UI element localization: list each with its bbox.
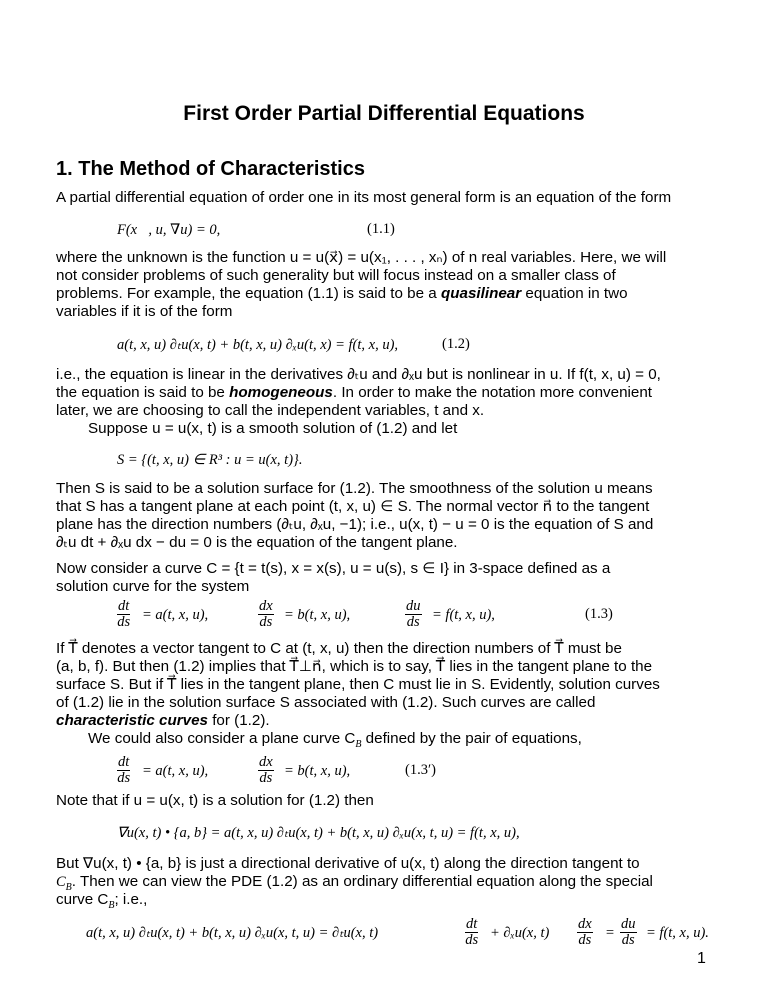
equation-term: = a(t, x, u),: [142, 763, 209, 779]
paragraph-line: ∂ₜu dt + ∂ₓu dx − du = 0 is the equation of the tangent plane.: [56, 534, 458, 551]
equation-term: = a(t, x, u),: [142, 607, 209, 623]
equation-gradient: ∇u(x, t) • {a, b} = a(t, x, u) ∂ₜu(x, t) + b(t, x, u) ∂ₓu(x, t, u) = f(t, x, u),: [117, 825, 520, 841]
fraction-dx-ds: $\frac{dx}{ds}$: [259, 754, 273, 786]
equation-term: + ∂ₓu(x, t): [490, 925, 550, 941]
paragraph-line: characteristic curves for (1.2).: [56, 712, 270, 729]
fraction-dt-ds: $\frac{dt}{ds}$: [117, 598, 131, 630]
paragraph-line: of (1.2) lie in the solution surface S associated with (1.2). Such curves are called: [56, 694, 596, 711]
fraction-dt-ds: $\frac{dt}{ds}$: [465, 916, 479, 948]
paragraph-line: We could also consider a plane curve $C_B$ defined by the pair of equations,: [88, 730, 582, 751]
paragraph-line: the equation is said to be homogeneous. In order to make the notation more convenient: [56, 384, 653, 401]
paragraph-line: Suppose u = u(x, t) is a smooth solution of (1.2) and let: [88, 420, 458, 437]
paragraph-line: i.e., the equation is linear in the derivatives ∂ₜu and ∂ₓu but is nonlinear in u. If f(t, x, u) = 0,: [56, 366, 661, 383]
paragraph-line: If T⃗ denotes a vector tangent to C at (t, x, u) then the direction numbers of T⃗ must be: [56, 640, 622, 657]
fraction-du-ds: $\frac{du}{ds}$: [406, 598, 421, 630]
paragraph-line: later, we are choosing to call the independent variables, t and x.: [56, 402, 485, 419]
paragraph-line: Now consider a curve C = {t = t(s), x = x(s), u = u(s), s ∈ I} in 3-space defined as a: [56, 560, 611, 577]
equation-number: (1.1): [367, 221, 395, 237]
fraction-dx-ds: $\frac{dx}{ds}$: [578, 916, 592, 948]
paragraph-line: A partial differential equation of order one in its most general form is an equation of the form: [56, 189, 672, 206]
paragraph-line: not consider problems of such generality but will focus instead on a smaller class of: [56, 267, 616, 284]
fraction-du-ds: $\frac{du}{ds}$: [621, 916, 636, 948]
equation-surface-S: S = {(t, x, u) ∈ R³ : u = u(x, t)}.: [117, 452, 303, 468]
paragraph-line: problems. For example, the equation (1.1) is said to be a quasilinear equation in two: [56, 285, 628, 302]
equation-term: = f(t, x, u).: [646, 925, 709, 941]
paragraph-line: plane has the direction numbers (∂ₜu, ∂ₓu, −1); i.e., u(x, t) − u = 0 is the equation of S and: [56, 516, 654, 533]
equation-term: = b(t, x, u),: [284, 763, 351, 779]
paragraph-line: surface S. But if T⃗ lies in the tangent plane, then C must lie in S. Evidently, solution curves: [56, 676, 660, 693]
paragraph-line: solution curve for the system: [56, 578, 250, 595]
paragraph-line: that S has a tangent plane at each point (t, x, u) ∈ S. The normal vector n⃗ to the tangent: [56, 498, 650, 515]
equation-number: (1.3′): [405, 762, 436, 778]
paragraph-line: $C_B$. Then we can view the PDE (1.2) as an ordinary differential equation along the special: [56, 873, 653, 894]
paragraph-line: where the unknown is the function u = u(x⃗) = u(x₁, . . . , xₙ) of n real variables. Here, we will: [56, 249, 667, 266]
term-quasilinear: quasilinear: [440, 285, 522, 302]
fraction-dx-ds: $\frac{dx}{ds}$: [259, 598, 273, 630]
equation-number: (1.2): [442, 336, 470, 352]
equation-term: =: [605, 925, 615, 941]
paragraph-line: variables if it is of the form: [56, 303, 233, 320]
equation-1-2: a(t, x, u) ∂ₜu(x, t) + b(t, x, u) ∂ₓu(t, x) = f(t, x, u),: [117, 337, 399, 353]
fraction-dt-ds: $\frac{dt}{ds}$: [117, 754, 131, 786]
term-homogeneous: homogeneous: [229, 384, 333, 401]
equation-term: = f(t, x, u),: [432, 607, 495, 623]
equation-number: (1.3): [585, 606, 613, 622]
paragraph-line: But ∇u(x, t) • {a, b} is just a directional derivative of u(x, t) along the direction tangent to: [56, 855, 640, 872]
paragraph-line: (a, b, f). But then (1.2) implies that T⃗⊥n⃗, which is to say, T⃗ lies in the tangent plane to the: [56, 658, 653, 675]
equation-term: = b(t, x, u),: [284, 607, 351, 623]
page-title: First Order Partial Differential Equations: [183, 102, 585, 125]
equation-1-1: F(x⃗, u, ∇u) = 0,: [117, 222, 221, 238]
paragraph-line: curve $C_B$; i.e.,: [56, 891, 148, 912]
term-characteristic-curves: characteristic curves: [56, 712, 208, 729]
paragraph-line: Then S is said to be a solution surface for (1.2). The smoothness of the solution u means: [56, 480, 653, 497]
paragraph-line: Note that if u = u(x, t) is a solution for (1.2) then: [56, 792, 374, 809]
equation-term: a(t, x, u) ∂ₜu(x, t) + b(t, x, u) ∂ₓu(x, t, u) = ∂ₜu(x, t): [86, 925, 379, 941]
section-heading: 1. The Method of Characteristics: [56, 158, 365, 180]
page-number: 1: [697, 950, 706, 967]
